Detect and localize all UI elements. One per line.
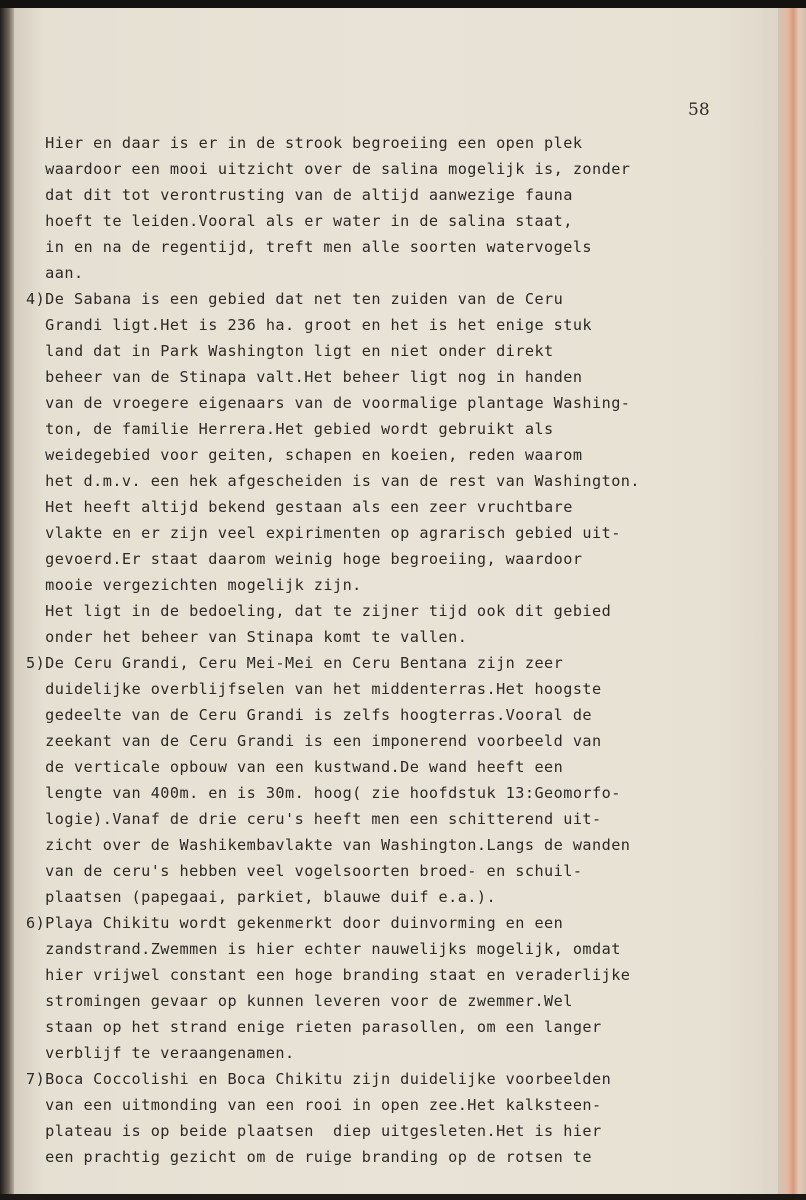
text-line: zicht over de Washikembavlakte van Washington.Langs de wanden [26, 836, 631, 854]
text-line: van de vroegere eigenaars van de voormalige plantage Washing- [26, 394, 631, 412]
text-line: weidegebied voor geiten, schapen en koeien, reden waarom [26, 446, 583, 464]
text-line: 7)Boca Coccolishi en Boca Chikitu zijn duidelijke voorbeelden [26, 1070, 612, 1088]
text-line: zandstrand.Zwemmen is hier echter nauwelijks mogelijk, omdat [26, 940, 621, 958]
text-line: verblijf te veraangenamen. [26, 1044, 295, 1062]
text-line: duidelijke overblijfselen van het middenterras.Het hoogste [26, 680, 602, 698]
text-line: in en na de regentijd, treft men alle soorten watervogels [26, 238, 593, 256]
text-line: 6)Playa Chikitu wordt gekenmerkt door duinvorming en een [26, 914, 564, 932]
text-line: Het ligt in de bedoeling, dat te zijner tijd ook dit gebied [26, 602, 612, 620]
text-line: hoeft te leiden.Vooral als er water in de salina staat, [26, 212, 573, 230]
text-line: aan. [26, 264, 84, 282]
text-line: 4)De Sabana is een gebied dat net ten zuiden van de Ceru [26, 290, 564, 308]
text-line: staan op het strand enige rieten parasollen, om een langer [26, 1018, 602, 1036]
text-line: vlakte en er zijn veel expirimenten op agrarisch gebied uit- [26, 524, 621, 542]
text-line: stromingen gevaar op kunnen leveren voor de zwemmer.Wel [26, 992, 573, 1010]
typewritten-body [26, 130, 786, 1170]
text-line: van de ceru's hebben veel vogelsoorten broed- en schuil- [26, 862, 583, 880]
text-line: lengte van 400m. en is 30m. hoog( zie hoofdstuk 13:Geomorfo- [26, 784, 621, 802]
text-line: zeekant van de Ceru Grandi is een imponerend voorbeeld van [26, 732, 602, 750]
bottom-shadow-edge [0, 1194, 806, 1200]
text-line: het d.m.v. een hek afgescheiden is van de rest van Washington. [26, 472, 640, 490]
text-line: gedeelte van de Ceru Grandi is zelfs hoogterras.Vooral de [26, 706, 593, 724]
text-line: 5)De Ceru Grandi, Ceru Mei-Mei en Ceru Bentana zijn zeer [26, 654, 564, 672]
text-line: beheer van de Stinapa valt.Het beheer ligt nog in handen [26, 368, 583, 386]
text-line: mooie vergezichten mogelijk zijn. [26, 576, 362, 594]
text-line: plateau is op beide plaatsen diep uitgesleten.Het is hier [26, 1122, 602, 1140]
text-line: plaatsen (papegaai, parkiet, blauwe duif e.a.). [26, 888, 497, 906]
text-line: dat dit tot verontrusting van de altijd aanwezige fauna [26, 186, 573, 204]
text-line: gevoerd.Er staat daarom weinig hoge begroeiing, waardoor [26, 550, 583, 568]
text-line: een prachtig gezicht om de ruige branding op de rotsen te [26, 1148, 593, 1166]
top-shadow-edge [0, 0, 806, 8]
text-line: onder het beheer van Stinapa komt te vallen. [26, 628, 468, 646]
text-line: Hier en daar is er in de strook begroeiing een open plek [26, 134, 583, 152]
page-number: 58 [688, 100, 710, 120]
text-line: Grandi ligt.Het is 236 ha. groot en het is het enige stuk [26, 316, 593, 334]
text-line: waardoor een mooi uitzicht over de salina mogelijk is, zonder [26, 160, 631, 178]
text-line: Het heeft altijd bekend gestaan als een zeer vruchtbare [26, 498, 573, 516]
text-line: ton, de familie Herrera.Het gebied wordt gebruikt als [26, 420, 554, 438]
text-line: logie).Vanaf de drie ceru's heeft men een schitterend uit- [26, 810, 602, 828]
book-binding [0, 8, 14, 1194]
text-line: hier vrijwel constant een hoge branding staat en veraderlijke [26, 966, 631, 984]
text-line: van een uitmonding van een rooi in open zee.Het kalksteen- [26, 1096, 602, 1114]
text-line: land dat in Park Washington ligt en niet onder direkt [26, 342, 554, 360]
text-line: de verticale opbouw van een kustwand.De wand heeft een [26, 758, 564, 776]
